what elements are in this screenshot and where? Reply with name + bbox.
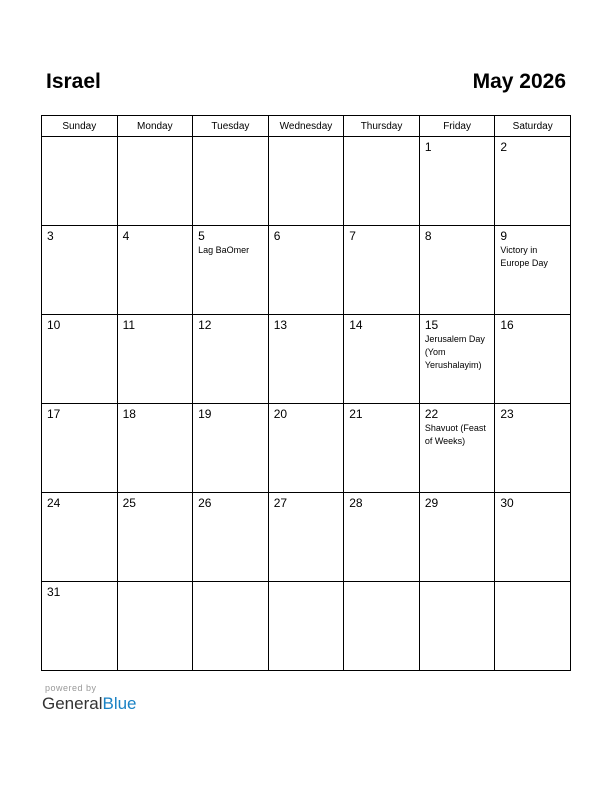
day-number: 24 xyxy=(47,496,61,510)
weekday-header: Thursday xyxy=(344,116,420,137)
day-cell xyxy=(268,493,344,582)
week-row xyxy=(42,493,571,582)
day-cell xyxy=(419,493,495,582)
holiday-label: Jerusalem Day (Yom Yerushalayim) xyxy=(424,334,485,370)
day-cell xyxy=(268,226,344,315)
day-number: 3 xyxy=(47,229,54,243)
day-cell xyxy=(419,137,495,226)
weekday-header-row xyxy=(42,116,571,137)
day-cell xyxy=(268,315,344,404)
day-cell xyxy=(193,226,269,315)
month-title: May 2026 xyxy=(472,70,566,93)
week-row xyxy=(42,137,571,226)
day-cell xyxy=(193,493,269,582)
day-cell xyxy=(268,137,344,226)
weekday-header: Wednesday xyxy=(268,116,344,137)
day-cell xyxy=(42,582,118,671)
day-cell xyxy=(419,315,495,404)
weekday-header: Saturday xyxy=(495,116,571,137)
day-cell xyxy=(117,315,193,404)
day-cell xyxy=(268,404,344,493)
generalblue-logo[interactable] xyxy=(42,694,137,714)
day-number: 8 xyxy=(424,229,432,243)
day-cell xyxy=(344,582,420,671)
day-number: 10 xyxy=(47,318,61,332)
day-cell xyxy=(42,404,118,493)
day-cell xyxy=(117,493,193,582)
day-cell xyxy=(193,582,269,671)
day-number: 15 xyxy=(424,318,439,332)
weekday-header: Tuesday xyxy=(193,116,269,137)
week-row xyxy=(42,582,571,671)
day-number: 2 xyxy=(500,140,508,154)
day-number: 1 xyxy=(424,140,432,154)
day-cell xyxy=(495,404,571,493)
day-number: 7 xyxy=(349,229,356,243)
week-row xyxy=(42,315,571,404)
day-cell xyxy=(495,137,571,226)
week-row xyxy=(42,404,571,493)
day-cell xyxy=(495,226,571,315)
weekday-header: Friday xyxy=(419,116,495,137)
day-number: 4 xyxy=(122,229,130,243)
day-cell xyxy=(42,493,118,582)
calendar-grid xyxy=(41,115,571,671)
day-cell xyxy=(268,582,344,671)
day-cell xyxy=(344,404,420,493)
holiday-label: Victory in Europe Day xyxy=(500,245,548,268)
day-cell xyxy=(419,226,495,315)
day-cell xyxy=(117,226,193,315)
day-cell xyxy=(117,137,193,226)
day-number: 27 xyxy=(273,496,288,510)
brand-blue: Blue xyxy=(102,694,137,713)
day-cell xyxy=(344,315,420,404)
day-number: 13 xyxy=(273,318,288,332)
week-row xyxy=(42,226,571,315)
day-number: 25 xyxy=(122,496,136,510)
day-number: 12 xyxy=(198,318,212,332)
day-number: 28 xyxy=(349,496,363,510)
day-cell xyxy=(193,315,269,404)
day-number: 31 xyxy=(47,585,61,599)
day-cell xyxy=(419,404,495,493)
day-number: 17 xyxy=(47,407,61,421)
day-number: 11 xyxy=(122,318,136,332)
day-number: 18 xyxy=(122,407,136,421)
day-cell xyxy=(344,226,420,315)
day-number: 14 xyxy=(349,318,363,332)
brand-general: General xyxy=(42,694,103,713)
day-cell xyxy=(419,582,495,671)
day-cell xyxy=(42,226,118,315)
day-cell xyxy=(117,404,193,493)
day-number: 22 xyxy=(424,407,439,421)
day-cell xyxy=(193,404,269,493)
day-number: 23 xyxy=(500,407,514,421)
day-cell xyxy=(495,315,571,404)
day-cell xyxy=(42,137,118,226)
holiday-label: Lag BaOmer xyxy=(198,245,250,255)
holiday-label: Shavuot (Feast of Weeks) xyxy=(424,423,486,446)
country-title: Israel xyxy=(46,70,101,93)
day-number: 20 xyxy=(273,407,288,421)
day-number: 16 xyxy=(500,318,514,332)
day-number: 29 xyxy=(424,496,439,510)
day-number: 9 xyxy=(500,229,508,243)
day-number: 30 xyxy=(500,496,514,510)
day-cell xyxy=(495,582,571,671)
day-cell xyxy=(117,582,193,671)
day-number: 26 xyxy=(198,496,212,510)
day-cell xyxy=(495,493,571,582)
day-cell xyxy=(344,493,420,582)
weekday-header: Monday xyxy=(117,116,193,137)
day-number: 6 xyxy=(273,229,281,243)
day-number: 19 xyxy=(198,407,212,421)
weekday-header: Sunday xyxy=(42,116,118,137)
day-number: 5 xyxy=(198,229,205,243)
day-number: 21 xyxy=(349,407,363,421)
day-cell xyxy=(42,315,118,404)
day-cell xyxy=(193,137,269,226)
day-cell xyxy=(344,137,420,226)
powered-by-text: powered by xyxy=(45,683,97,693)
